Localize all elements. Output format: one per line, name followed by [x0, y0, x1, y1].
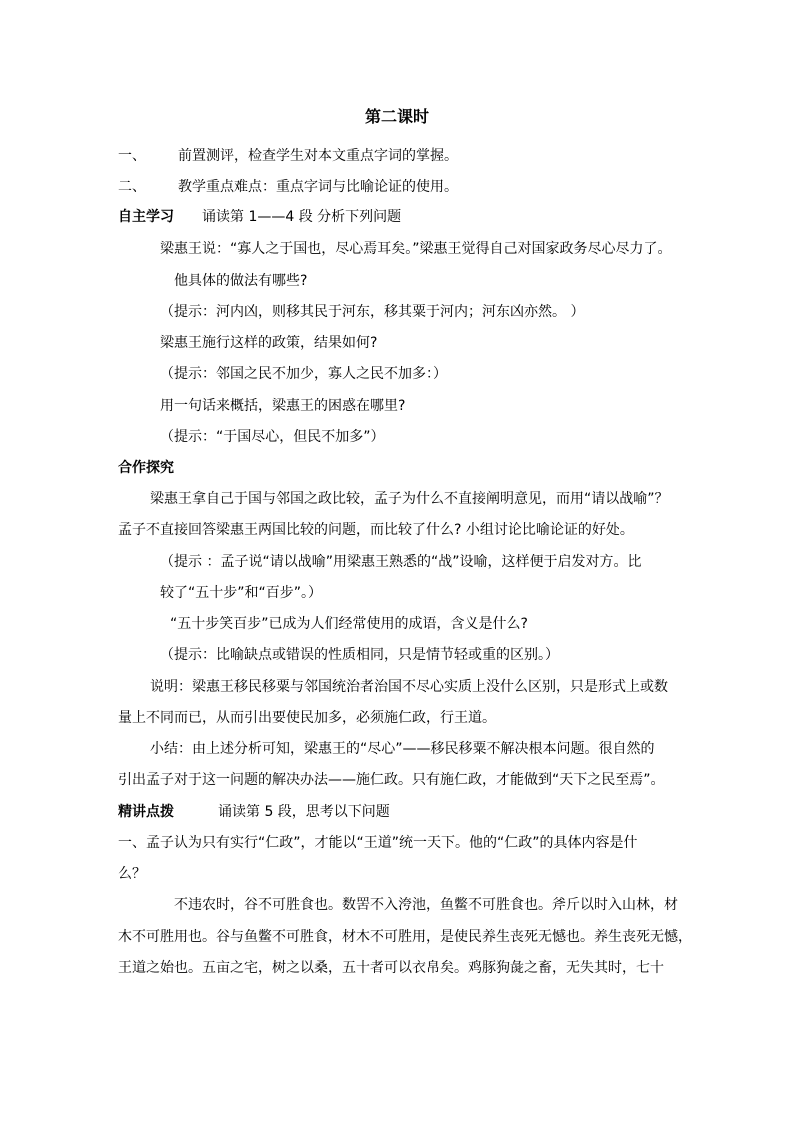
item-text: 教学重点难点：重点字词与比喻论证的使用。	[178, 179, 458, 195]
quote-line: 不违农时，谷不可胜食也。数罟不入洿池，鱼鳖不可胜食也。斧斤以时入山林，材	[174, 897, 678, 913]
hint-line: （提示：邻国之民不加少，寡人之民不加多：）	[160, 366, 447, 382]
item-2	[118, 177, 682, 197]
question-line: 用一句话来概括，梁惠王的困惑在哪里?	[160, 398, 406, 414]
section-instruction: 诵读第 1——4 段 分析下列问题	[202, 209, 402, 225]
hint-line: （提示：比喻缺点或错误的性质相同，只是情节轻或重的区别。）	[160, 647, 559, 663]
hint-line: 较了“五十步”和“百步”。）	[160, 585, 323, 601]
quote-line: 木不可胜用也。谷与鱼鳖不可胜食，材木不可胜用，是使民养生丧死无憾也。养生丧死无憾，	[118, 929, 692, 945]
self-study-heading-line	[118, 207, 682, 227]
question-line: 梁惠王施行这样的政策，结果如何?	[160, 335, 378, 351]
paragraph-line: 梁惠王拿自己于国与邻国之政比较，孟子为什么不直接阐明意见，而用“请以战喻”？	[150, 491, 669, 507]
question-line: “五十步笑百步”已成为人们经常使用的成语，含义是什么?	[170, 616, 528, 632]
question-line: 他具体的做法有哪些?	[174, 273, 308, 289]
summary-line: 小结：由上述分析可知，梁惠王的“尽心”——移民移粟不解决根本问题。很自然的	[150, 741, 655, 757]
hint-line: （提示：“于国尽心，但民不加多”）	[160, 429, 385, 445]
paragraph-line: 么？	[118, 866, 146, 882]
item-1	[118, 146, 682, 166]
hint-line: （提示 ：孟子说“请以战喻”用梁惠王熟悉的“战”设喻，这样便于启发对方。比	[160, 554, 642, 570]
paragraph-line: 说明：梁惠王移民移粟与邻国统治者治国不尽心实质上没什么区别，只是形式上或数	[150, 679, 668, 695]
lecture-heading-line	[118, 802, 682, 822]
paragraph-line: 孟子不直接回答梁惠王两国比较的问题，而比较了什么? 小组讨论比喻论证的好处。	[118, 522, 634, 538]
paragraph-line: 量上不同而已，从而引出要使民加多，必须施仁政，行王道。	[118, 710, 496, 726]
item-number: 二、	[118, 179, 146, 195]
page-title: 第二课时	[364, 107, 429, 126]
hint-line: （提示：河内凶，则移其民于河东，移其粟于河内；河东凶亦然。 ）	[160, 304, 585, 320]
paragraph-line: 一、孟子认为只有实行“仁政”，才能以“王道”统一天下。他的“仁政”的具体内容是什	[118, 835, 638, 851]
paragraph-line: 梁惠王说：“寡人之于国也，尽心焉耳矣。”梁惠王觉得自己对国家政务尽心尽力了。	[160, 241, 672, 257]
section-heading: 合作探究	[118, 460, 174, 476]
section-instruction: 诵读第 5 段，思考以下问题	[218, 804, 390, 820]
section-heading: 精讲点拨	[118, 804, 174, 820]
item-number: 一、	[118, 148, 146, 164]
item-text: 前置测评，检查学生对本文重点字词的掌握。	[178, 148, 458, 164]
section-heading: 自主学习	[118, 209, 174, 225]
quote-line: 王道之始也。五亩之宅，树之以桑，五十者可以衣帛矣。鸡豚狗彘之畜，无失其时，七十	[118, 960, 664, 976]
summary-line: 引出孟子对于这一问题的解决办法——施仁政。只有施仁政，才能做到“天下之民至焉”。	[118, 772, 665, 788]
